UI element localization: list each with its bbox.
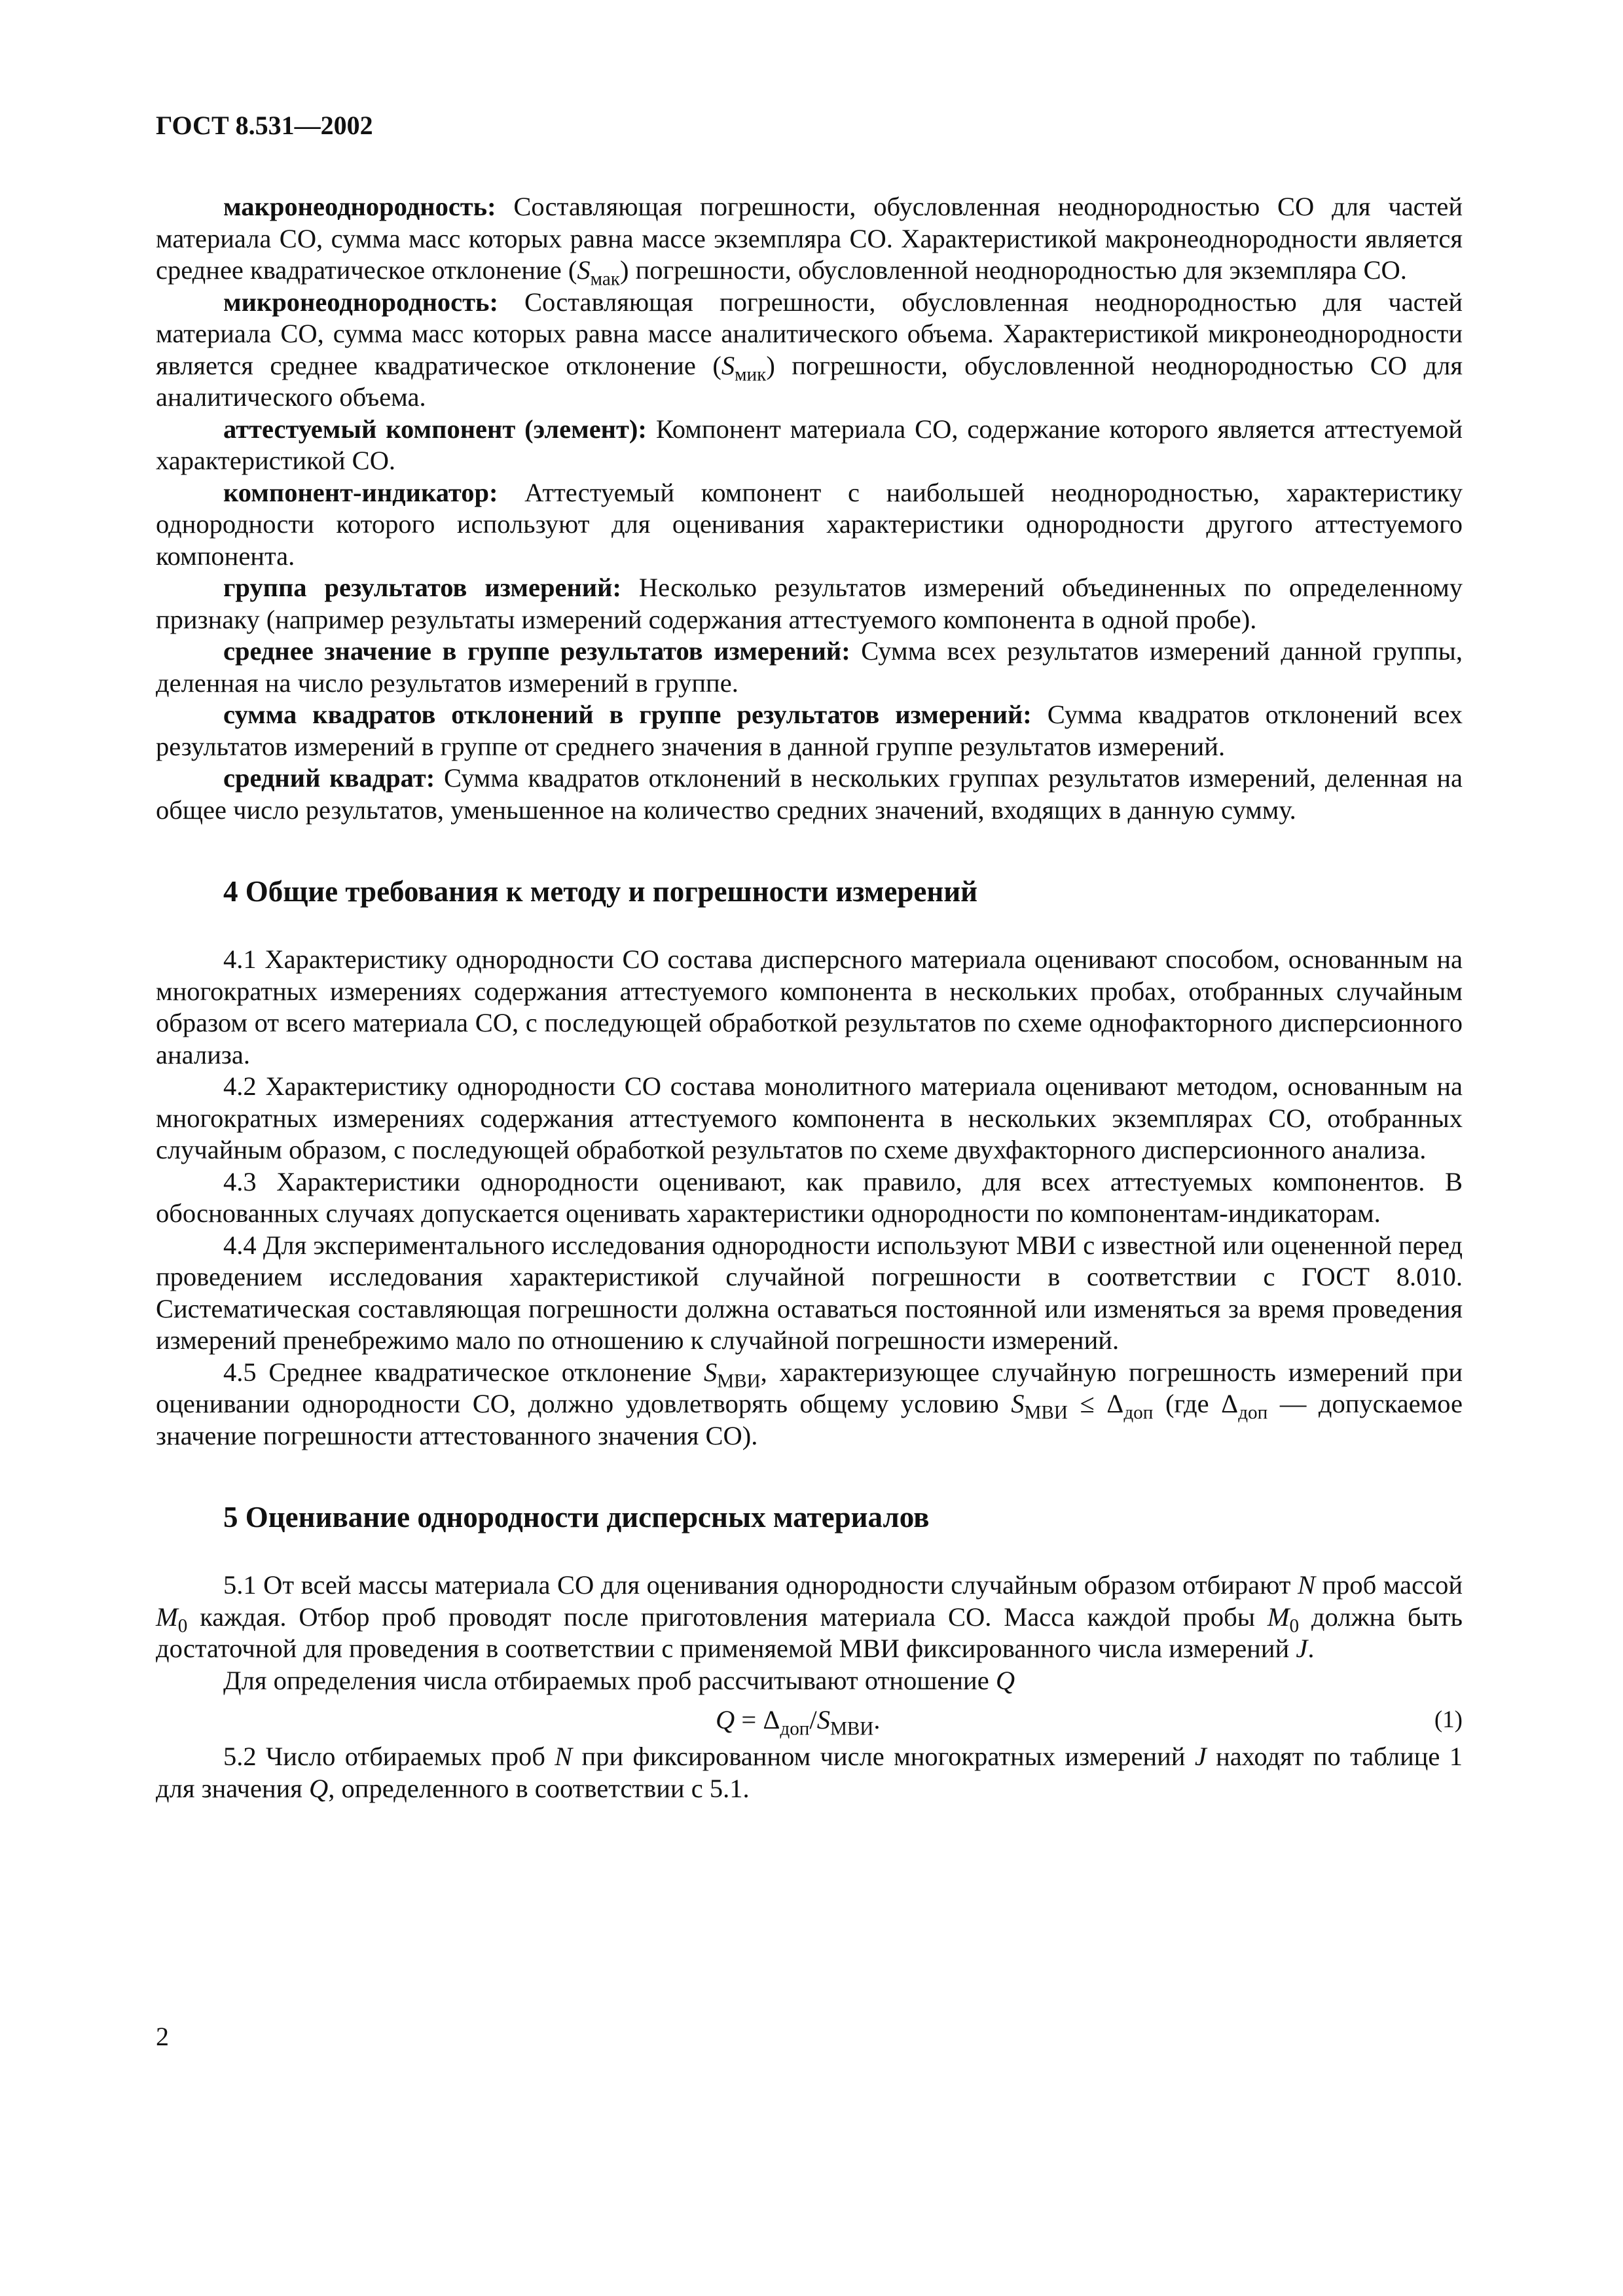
definition-text: ) погрешности, обусловленной неоднородностью для экземпляра СО. [619,255,1407,285]
definition-term: компонент-индикатор: [223,477,498,507]
definition-sum-of-squares [156,699,1463,762]
text-run: , определенного в соответствии с 5.1. [328,1773,750,1803]
symbol-subscript: мик [735,363,767,385]
definition-mean-square [156,762,1463,826]
text-run: 5.1 От всей массы материала СО для оценивания однородности случайным образом отбирают [223,1570,1298,1600]
symbol-subscript: МВИ [717,1370,761,1391]
symbol-subscript: доп [1238,1402,1268,1424]
paragraph-4-5 [156,1357,1463,1452]
definition-text: ) погрешности, обусловленной неоднородностью СО для аналитического объема. [156,350,1463,412]
definition-text: Несколько результатов измерений объединенных по определенному признаку (например результаты измерений содержания аттестуемого компонента в одной пробе). [156,573,1463,634]
definition-term: группа результатов измерений: [223,573,621,602]
section-4-heading: 4 Общие требования к методу и погрешности измерений [223,875,978,908]
text-run: 5.2 Число отбираемых проб [223,1742,555,1771]
symbol-m: M [1267,1602,1290,1632]
symbol-n: N [555,1742,573,1771]
symbol-subscript: МВИ [830,1718,874,1740]
text-run: — допускаемое значение погрешности аттестованного значения СО). [156,1389,1463,1450]
symbol-q: Q [995,1665,1015,1695]
symbol-s: S [703,1357,718,1387]
symbol-m: M [156,1602,178,1632]
symbol-subscript: 0 [177,1615,188,1636]
symbol-subscript: МВИ [1024,1402,1068,1424]
formula-expression [716,1704,881,1740]
definition-text: Компонент материала СО, содержание которого является аттестуемой характеристикой СО. [156,414,1463,475]
formula-1 [156,1702,1463,1738]
page-number: 2 [156,2022,169,2051]
symbol-s: S [577,255,591,285]
definition-term: аттестуемый компонент (элемент): [223,414,647,444]
text-run: , характеризующее случайную погрешность измерений при оценивании однородности СО, должно удовлетворять общему условию [156,1357,1463,1418]
text-run: проб массой [1315,1570,1463,1600]
symbol-s: S [1011,1389,1025,1418]
symbol-q: Q [309,1773,329,1803]
definition-term: макронеоднородность: [223,192,496,221]
symbol-subscript: мак [590,268,620,290]
symbol-s: S [721,350,735,380]
definition-term: сумма квадратов отклонений в группе результатов измерений: [223,700,1032,729]
text-run: должна быть достаточной для проведения в соответствии с применяемой МВИ фиксированного числа измерений [156,1602,1463,1663]
text-run: при фиксированном числе многократных измерений [572,1742,1195,1771]
text-run: 4.5 Среднее квадратическое отклонение [223,1357,704,1387]
symbol-j: J [1296,1634,1308,1663]
text-run: каждая. Отбор проб проводят после приготовления материала СО. Масса каждой пробы [187,1602,1267,1632]
definition-micro [156,287,1463,414]
document-code-header: ГОСТ 8.531—2002 [156,111,373,140]
definition-text: Аттестуемый компонент с наибольшей неоднородностью, характеристику однородности которого используют для оценивания характеристики однородности другого аттестуемого компонента. [156,477,1463,571]
symbol-j: J [1194,1742,1207,1771]
formula-number: (1) [1434,1706,1463,1733]
definition-text: Сумма квадратов отклонений всех результатов измерений в группе от среднего значения в данной группе результатов измерений. [156,700,1463,761]
paragraph-5-2 [156,1741,1463,1804]
section-5-heading: 5 Оценивание однородности дисперсных материалов [223,1501,930,1534]
document-body [156,191,1463,1804]
formula-period: . [873,1705,881,1734]
definition-text: Сумма всех результатов измерений данной группы, деленная на число результатов измерений в группе. [156,636,1463,698]
paragraph-5-1-ratio [156,1665,1463,1697]
text-run: Для определения числа отбираемых проб рассчитывают отношение [223,1665,996,1695]
paragraph-4-2: 4.2 Характеристику однородности СО состава монолитного материала оценивают методом, основанным на многократных измерениях содержания аттестуемого компонента в нескольких экземплярах СО, отобранных случайным образом, с последующей обработкой результатов по схеме двухфакторного дисперсионного анализа. [156,1071,1463,1164]
paragraph-5-1 [156,1570,1463,1665]
definition-text: Сумма квадратов отклонений в нескольких группах результатов измерений, деленная на общее число результатов, уменьшенное на количество средних значений, входящих в данную сумму. [156,763,1463,825]
definition-macro [156,191,1463,290]
symbol-subscript: доп [1123,1402,1154,1424]
definition-text: Составляющая погрешности, обусловленная неоднородностью для частей материала СО, сумма масс которых равна массе аналитического объема. Характеристикой микронеоднородности является среднее квадратическое отклонение ( [156,287,1463,380]
definition-indicator-component [156,477,1463,573]
definition-term: микронеоднородность: [223,287,498,317]
definition-text: Составляющая погрешности, обусловленная неоднородностью СО для частей материала СО, сумма масс которых равна массе экземпляра СО. Характеристикой макронеоднородности является среднее квадратическое отклонение ( [156,192,1463,285]
definition-term: средний квадрат: [223,763,435,793]
symbol-s: S [816,1705,830,1734]
paragraph-4-3: 4.3 Характеристики однородности оценивают, как правило, для всех аттестуемых компонентов. В обоснованных случаях допускается оценивать характеристики однородности по компонентам-индикаторам. [156,1166,1463,1228]
definition-certified-component [156,414,1463,477]
definition-term: среднее значение в группе результатов измерений: [223,636,850,666]
symbol-q: Q [716,1705,735,1734]
symbol-subscript: 0 [1289,1615,1300,1636]
symbol-subscript: доп [780,1718,810,1740]
formula-slash: / [809,1705,817,1734]
definition-measurement-group [156,572,1463,636]
symbol-n: N [1298,1570,1316,1600]
text-run: находят по таблице 1 для значения [156,1742,1463,1803]
paragraph-4-1: 4.1 Характеристику однородности СО состава дисперсного материала оценивают способом, основанным на многократных измерениях содержания аттестуемого компонента в нескольких пробах, отобранных случайным образом от всего материала СО, с последующей обработкой результатов по схеме однофакторного дисперсионного анализа. [156,944,1463,1069]
text-run: (где Δ [1153,1389,1239,1418]
formula-equals: = Δ [735,1705,780,1734]
definition-group-mean [156,636,1463,699]
text-run: ≤ Δ [1067,1389,1124,1418]
text-run: . [1307,1634,1315,1663]
paragraph-4-4: 4.4 Для экспериментального исследования однородности используют МВИ с известной или оцененной перед проведением исследования характеристикой случайной погрешности в соответствии с ГОСТ 8.010. Систематическая составляющая погрешности должна оставаться постоянной или изменяться за время проведения измерений пренебрежимо мало по отношению к случайной погрешности измерений. [156,1230,1463,1355]
